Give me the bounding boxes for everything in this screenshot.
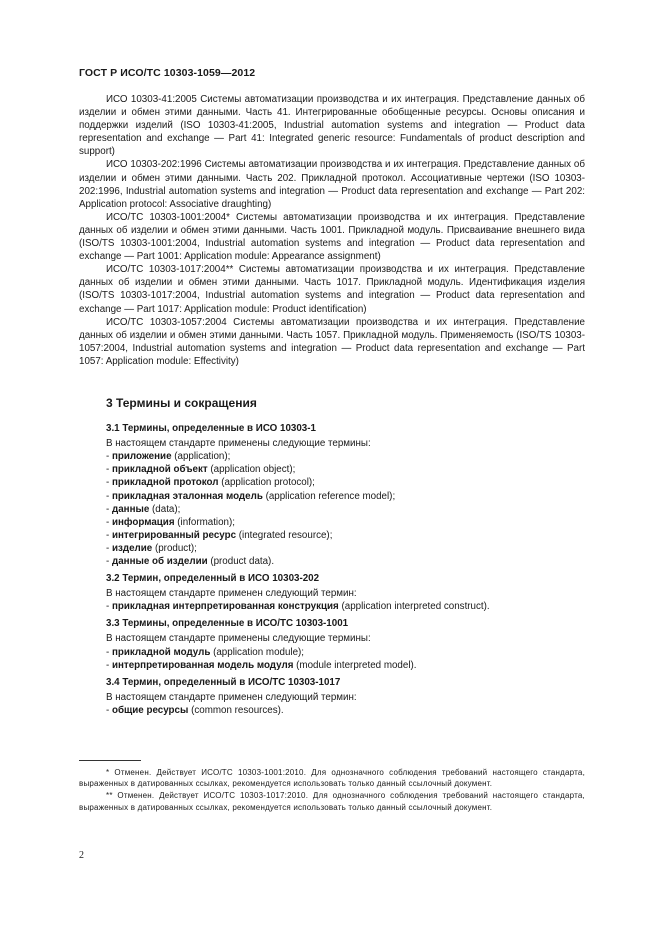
list-item: - прикладной модуль (application module); bbox=[106, 646, 305, 658]
term-name: данные об изделии bbox=[111, 556, 208, 567]
section-title: 3 Термины и сокращения bbox=[106, 395, 257, 410]
reference-item: ИСО/ТС 10303-1017:2004** Системы автоматизации производства и их интеграция. Представление данных об изделии и обмен этими данными. Часть 1017. Прикладной модуль. Идентификация изделия (ISO/TS 10303-1017:2004, Industrial automation systems and integration — Product data representation and exchange — Part 1017: Application module: Product identification) bbox=[79, 264, 585, 315]
list-item: - прикладной объект (application object); bbox=[106, 464, 296, 476]
subsection-heading: 3.4 Термин, определенный в ИСО/ТС 10303-1017 bbox=[106, 676, 341, 688]
list-item: - общие ресурсы (common resources). bbox=[106, 704, 284, 716]
subsection-heading: 3.3 Термины, определенные в ИСО/ТС 10303-1001 bbox=[106, 618, 349, 630]
term-name: приложение bbox=[111, 451, 172, 463]
term-english: (application protocol); bbox=[218, 477, 315, 489]
term-name: общие ресурсы bbox=[111, 704, 189, 716]
list-item: - прикладная эталонная модель (application reference model); bbox=[106, 490, 396, 502]
list-item: - данные (data); bbox=[106, 503, 181, 515]
term-english: (application reference model); bbox=[262, 490, 396, 502]
subsection-intro: В настоящем стандарте применен следующий термин: bbox=[106, 588, 357, 600]
term-name: интерпретированная модель модуля bbox=[111, 659, 294, 671]
term-english: (module interpreted model). bbox=[293, 659, 417, 671]
term-name: информация bbox=[111, 516, 175, 528]
reference-item: ИСО/ТС 10303-1001:2004* Системы автоматизации производства и их интеграция. Представление данных об изделии и обмен этими данными. Часть 1001. Прикладной модуль. Присваивание внешнего вида (ISO/TS 10303-1001:2004, Industrial automation systems and integration — Product data representation and exchange — Part 1001: Application module: Appearance assignment) bbox=[79, 211, 585, 263]
term-english: (data); bbox=[149, 503, 181, 515]
page-number: 2 bbox=[79, 850, 84, 861]
term-english: (integrated resource); bbox=[236, 529, 333, 541]
term-list bbox=[79, 450, 585, 568]
list-item: - данные об изделии (product data). bbox=[106, 556, 275, 567]
term-english: (application module); bbox=[210, 646, 305, 658]
list-item: - приложение (application); bbox=[106, 451, 231, 463]
subsection-3-3 bbox=[79, 617, 585, 671]
term-english: (application); bbox=[171, 451, 231, 463]
term-name: прикладная интерпретированная конструкция bbox=[111, 601, 339, 613]
term-name: прикладной протокол bbox=[111, 477, 219, 489]
footnote-divider bbox=[79, 760, 141, 761]
term-list bbox=[79, 600, 585, 613]
list-item: - прикладная интерпретированная конструкция (application interpreted construct). bbox=[106, 601, 490, 613]
term-english: (information); bbox=[174, 516, 235, 528]
subsection-3-1 bbox=[79, 422, 585, 568]
subsection-intro: В настоящем стандарте применены следующие термины: bbox=[106, 438, 371, 450]
term-list bbox=[79, 704, 585, 717]
term-english: (product data). bbox=[207, 556, 275, 567]
subsection-intro: В настоящем стандарте применены следующие термины: bbox=[106, 633, 371, 645]
list-item: - интерпретированная модель модуля (module interpreted model). bbox=[106, 659, 417, 671]
term-name: изделие bbox=[111, 542, 153, 554]
term-name: прикладная эталонная модель bbox=[111, 490, 263, 502]
list-item: - интегрированный ресурс (integrated resource); bbox=[106, 529, 333, 541]
subsection-heading: 3.1 Термины, определенные в ИСО 10303-1 bbox=[106, 423, 316, 435]
subsection-3-4 bbox=[79, 676, 585, 717]
term-english: (product); bbox=[152, 542, 197, 554]
normative-references bbox=[79, 93, 585, 368]
term-english: (application object); bbox=[207, 464, 296, 476]
term-english: (application interpreted construct). bbox=[338, 601, 490, 613]
reference-item: ИСО/ТС 10303-1057:2004 Системы автоматизации производства и их интеграция. Представление данных об изделии и обмен этими данными. Часть 1057. Прикладной модуль. Применяемость (ISO/TS 10303-1057:2004, Industrial automation systems and integration — Product data representation and exchange — Part 1057: Application module: Effectivity) bbox=[79, 316, 585, 367]
document-header: ГОСТ Р ИСО/ТС 10303-1059—2012 bbox=[79, 67, 256, 79]
term-name: интегрированный ресурс bbox=[111, 529, 237, 541]
term-english: (common resources). bbox=[188, 704, 284, 716]
term-name: данные bbox=[111, 503, 150, 515]
subsection-3-2 bbox=[79, 572, 585, 613]
list-item: - изделие (product); bbox=[106, 542, 197, 554]
term-list bbox=[79, 646, 585, 672]
reference-item: ИСО 10303-41:2005 Системы автоматизации производства и их интеграция. Представление данных об изделии и обмен этими данными. Часть 41. Интегрированные обобщенные ресурсы. Основы описания и поддержки изделий (ISO 10303-41:2005, Industrial automation systems and integration — Product data representation and exchange — Part 41: Integrated generic resource: Fundamentals of product description and support) bbox=[79, 94, 585, 158]
subsection-intro: В настоящем стандарте применен следующий термин: bbox=[106, 691, 357, 703]
footnote: * Отменен. Действует ИСО/ТС 10303-1001:2010. Для однозначного соблюдения требований настоящего стандарта, выраженных в датированных ссылках, рекомендуется использовать только данный ссылочный документ. bbox=[79, 768, 585, 789]
body-text bbox=[79, 93, 585, 720]
footnotes bbox=[79, 767, 585, 814]
list-item: - прикладной протокол (application protocol); bbox=[106, 477, 315, 489]
term-name: прикладной объект bbox=[111, 464, 208, 476]
subsection-heading: 3.2 Термин, определенный в ИСО 10303-202 bbox=[106, 573, 320, 585]
list-item: - информация (information); bbox=[106, 516, 235, 528]
footnote: ** Отменен. Действует ИСО/ТС 10303-1017:2010. Для однозначного соблюдения требований настоящего стандарта, выраженных в датированных ссылках, рекомендуется использовать только данный ссылочный документ. bbox=[79, 791, 585, 812]
reference-item: ИСО 10303-202:1996 Системы автоматизации производства и их интеграция. Представление данных об изделии и обмен этими данными. Часть 202. Прикладной протокол. Ассоциативные чертежи (ISO 10303-202:1996, Industrial automation systems and integration — Product data representation and exchange — Part 202: Application protocol: Associative draughting) bbox=[79, 159, 585, 210]
term-name: прикладной модуль bbox=[111, 646, 211, 658]
